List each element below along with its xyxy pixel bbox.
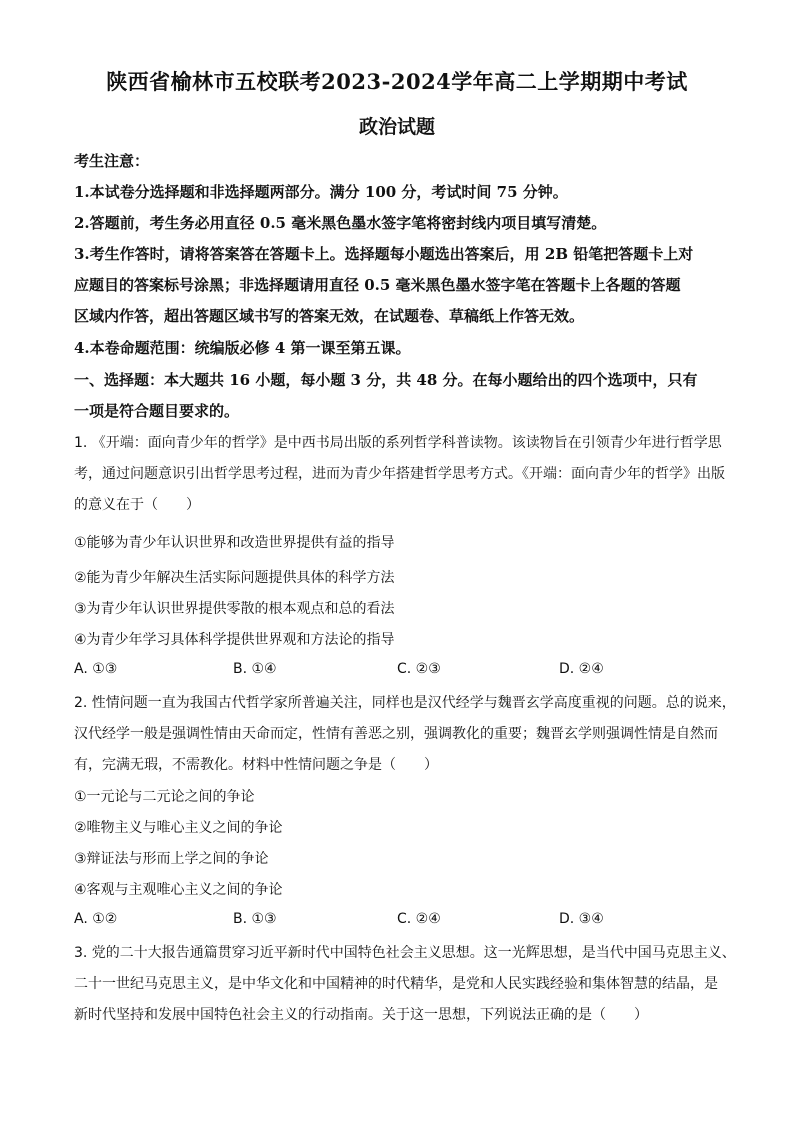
- question-item: ②能为青少年解决生活实际问题提供具体的科学方法: [74, 570, 395, 586]
- question-item: ④为青少年学习具体科学提供世界观和方法论的指导: [74, 632, 395, 648]
- question-stem-line: 新时代坚持和发展中国特色社会主义的行动指南。关于这一思想，下列说法正确的是（ ）: [74, 1007, 648, 1023]
- page-subtitle: 政治试题: [358, 116, 435, 138]
- answer-option-d: D. ②④: [559, 661, 604, 677]
- notice-line: 3.考生作答时，请将答案答在答题卡上。选择题每小题选出答案后，用 2B 铅笔把答题卡上对: [74, 245, 694, 263]
- question-stem-line: 的意义在于（ ）: [74, 497, 200, 513]
- answer-option-c: C. ②④: [397, 911, 441, 927]
- question-stem-line: 汉代经学一般是强调性情由天命而定，性情有善恶之别，强调教化的重要；魏晋玄学则强调性情是自然而: [74, 726, 718, 742]
- question-stem-line: 3. 党的二十大报告通篇贯穿习近平新时代中国特色社会主义思想。这一光辉思想，是当代中国马克思主义、: [74, 945, 736, 961]
- question-item: ③为青少年认识世界提供零散的根本观点和总的看法: [74, 601, 395, 617]
- notice-line: 2.答题前，考生务必用直径 0.5 毫米黑色墨水签字笔将密封线内项目填写清楚。: [74, 214, 607, 232]
- question-item: ④客观与主观唯心主义之间的争论: [74, 882, 283, 898]
- answer-option-d: D. ③④: [559, 911, 604, 927]
- question-stem-line: 考，通过问题意识引出哲学思考过程，进而为青少年搭建哲学思考方式。《开端：面向青少年的哲学》出版: [74, 466, 725, 482]
- answer-option-c: C. ②③: [397, 661, 441, 677]
- answer-option-a: A. ①③: [74, 661, 118, 677]
- question-stem-line: 1. 《开端：面向青少年的哲学》是中西书局出版的系列哲学科普读物。该读物旨在引领青少年进行哲学思: [74, 435, 722, 451]
- question-item: ③辩证法与形而上学之间的争论: [74, 851, 269, 867]
- notice-line: 4.本卷命题范围：统编版必修 4 第一课至第五课。: [74, 339, 411, 357]
- question-stem-line: 2. 性情问题一直为我国古代哲学家所普遍关注，同样也是汉代经学与魏晋玄学高度重视的问题。总的说来，: [74, 695, 736, 711]
- section-heading: 一项是符合题目要求的。: [74, 402, 240, 420]
- notice-heading: 考生注意：: [74, 152, 150, 170]
- answer-option-b: B. ①④: [233, 661, 277, 677]
- question-stem-line: 有，完满无瑕，不需教化。材料中性情问题之争是（ ）: [74, 757, 438, 773]
- answer-option-b: B. ①③: [233, 911, 277, 927]
- question-stem-line: 二十一世纪马克思主义，是中华文化和中国精神的时代精华，是党和人民实践经验和集体智慧的结晶，是: [74, 976, 718, 992]
- question-item: ①能够为青少年认识世界和改造世界提供有益的指导: [74, 535, 395, 551]
- notice-line: 1.本试卷分选择题和非选择题两部分。满分 100 分，考试时间 75 分钟。: [74, 183, 568, 201]
- answer-option-a: A. ①②: [74, 911, 118, 927]
- section-heading: 一、选择题：本大题共 16 小题，每小题 3 分，共 48 分。在每小题给出的四个选项中，只有: [74, 371, 698, 389]
- notice-line: 应题目的答案标号涂黑；非选择题请用直径 0.5 毫米黑色墨水签字笔在答题卡上各题的答题: [74, 276, 681, 294]
- notice-line: 区域内作答，超出答题区域书写的答案无效，在试题卷、草稿纸上作答无效。: [74, 307, 585, 325]
- page-title: 陕西省榆林市五校联考2023-2024学年高二上学期期中考试: [106, 69, 688, 94]
- question-item: ①一元论与二元论之间的争论: [74, 789, 255, 805]
- question-item: ②唯物主义与唯心主义之间的争论: [74, 820, 283, 836]
